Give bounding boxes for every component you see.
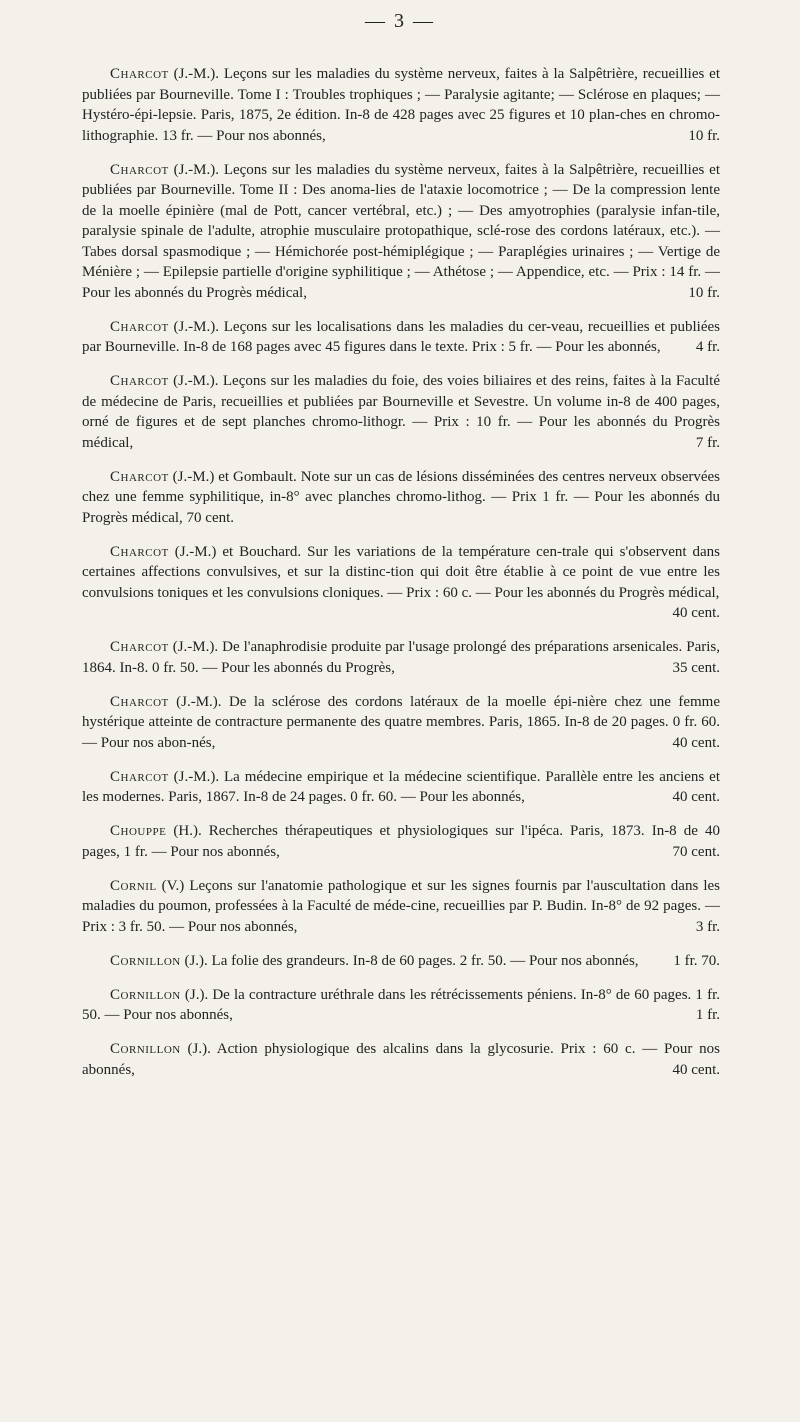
- catalogue-entry: [82, 542, 720, 624]
- entry-price: 1 fr.: [695, 1007, 720, 1023]
- catalogue-entry: [82, 876, 720, 938]
- entry-text: (J.). De la contracture uréthrale dans les rétrécissements péniens. In-8° de 60 pages. 1 fr. 50. — Pour nos abonnés,: [82, 986, 720, 1023]
- entry-author: Cornillon: [110, 1041, 181, 1057]
- entry-author: Charcot: [110, 468, 169, 485]
- entry-text: (J.-M.). La médecine empirique et la médecine scientifique. Parallèle entre les anciens et les modernes. Paris, 1867. In-8 de 24 pages. 0 fr. 60. — Pour les abonnés,: [82, 768, 720, 805]
- catalogue-entry: [82, 951, 720, 972]
- entry-author: Charcot: [110, 161, 169, 178]
- entry-price: 3 fr.: [695, 918, 720, 935]
- entry-price: 4 fr.: [695, 339, 720, 355]
- entry-text: (J.-M.) et Bouchard. Sur les variations de la température cen-trale qui s'observent dans certaines affections convulsives, et sur la distinc-tion qui doit être établie à ce point de vue entre les convulsions toniques et les convulsions cloniques. — Prix : 60 c. — Pour les abonnés du Progrès médical,: [82, 543, 720, 601]
- catalogue-entry: [82, 467, 720, 529]
- catalogue-entry: [82, 767, 720, 808]
- entry-text: (J.-M.). De la sclérose des cordons latéraux de la moelle épi-nière chez une femme hystérique atteinte de contracture permanente des quatre membres. Paris, 1865. In-8 de 20 pages. 0 fr. 60. — Pour nos abon-nés,: [82, 693, 720, 751]
- entry-price: 1 fr. 70.: [673, 952, 720, 969]
- entry-author: Cornillon: [110, 986, 181, 1003]
- entry-author: Charcot: [110, 66, 169, 82]
- catalogue-entry: [82, 160, 720, 304]
- catalogue-entry: [82, 692, 720, 754]
- catalogue-entry: [82, 985, 720, 1026]
- catalogue-entry: [82, 821, 720, 862]
- entry-text: (J.-M.). Leçons sur les maladies du foie, des voies biliaires et des reins, faites à la Faculté de médecine de Paris, recueillies et publiées par Bourneville et Sevestre. Un volume in-8 de 400 pages, orné de figures et de sept planches chromo-lithogr. — Prix : 10 fr. — Pour les abonnés du Progrès médical,: [82, 373, 720, 451]
- entry-text: (H.). Recherches thérapeutiques et physiologiques sur l'ipéca. Paris, 1873. In-8 de 40 pages, 1 fr. — Pour nos abonnés,: [82, 823, 720, 860]
- page-number: — 3 —: [365, 10, 435, 32]
- entry-price: 10 fr.: [688, 284, 720, 301]
- entry-price: 40 cent.: [672, 1061, 720, 1078]
- entry-price: 70 cent.: [672, 843, 720, 860]
- entry-text: (J.-M.) et Gombault. Note sur un cas de lésions disséminées des centres nerveux observées chez une femme syphilitique, in-8° avec planches chromo-lithog. — Prix 1 fr. — Pour les abonnés du Progrès médical, 70 cent.: [82, 468, 720, 526]
- catalogue-entry: [82, 637, 720, 678]
- entry-text: (J.). Action physiologique des alcalins dans la glycosurie. Prix : 60 c. — Pour nos abonnés,: [82, 1041, 720, 1078]
- entry-author: Chouppe: [110, 823, 167, 839]
- entry-author: Charcot: [110, 318, 169, 335]
- entry-text: (V.) Leçons sur l'anatomie pathologique et sur les signes fournis par l'auscultation dans les maladies du poumon, professées à la Faculté de méde-cine, recueillies par P. Budin. In-8° de 92 pages. — Prix : 3 fr. 50. — Pour nos abonnés,: [82, 877, 720, 935]
- catalogue-entry: [82, 371, 720, 453]
- entry-author: Charcot: [110, 693, 169, 710]
- entry-text: (J.-M.). Leçons sur les localisations dans les maladies du cer-veau, recueillies et publiées par Bourneville. In-8 de 168 pages avec 45 figures dans le texte. Prix : 5 fr. — Pour les abonnés,: [82, 318, 720, 355]
- entry-price: 7 fr.: [695, 434, 720, 451]
- entry-author: Charcot: [110, 543, 169, 560]
- entry-text: (J.). La folie des grandeurs. In-8 de 60 pages. 2 fr. 50. — Pour nos abonnés,: [180, 952, 639, 969]
- catalogue-entry: [82, 1039, 720, 1080]
- entry-price: 35 cent.: [672, 659, 720, 676]
- catalogue-entries: [82, 64, 720, 1094]
- entry-text: (J.-M.). De l'anaphrodisie produite par l'usage prolongé des préparations arsenicales. Paris, 1864. In-8. 0 fr. 50. — Pour les abonnés du Progrès,: [82, 639, 720, 676]
- catalogue-entry: [82, 317, 720, 358]
- entry-text: (J.-M.). Leçons sur les maladies du système nerveux, faites à la Salpêtrière, recueillies et publiées par Bourneville. Tome II : Des anoma-lies de l'ataxie locomotrice ; — De la compression lente de la moelle épinière (mal de Pott, cancer vertébral, etc.) ; — Des amyotrophies (paralysie infan-tile, paralysie spinale de l'adulte, atrophie musculaire protopathique, sclé-rose des cordons latéraux, etc.). — Tabes dorsal spasmodique ; — Hémichorée post-hémiplégique ; — Paraplégies urinaires ; — Vertige de Ménière ; — Epilepsie partielle d'origine syphilitique ; — Athétose ; — Appendice, etc. — Prix : 14 fr. — Pour les abonnés du Progrès médical,: [82, 161, 720, 301]
- entry-price: 40 cent.: [672, 605, 720, 621]
- catalogue-entry: [82, 64, 720, 146]
- entry-author: Charcot: [110, 373, 169, 389]
- entry-text: (J.-M.). Leçons sur les maladies du système nerveux, faites à la Salpêtrière, recueillies et publiées par Bourneville. Tome I : Troubles trophiques ; — Paralysie agitante; — Sclérose en plaques; — Hystéro-épi-lepsie. Paris, 1875, 2e édition. In-8 de 428 pages avec 25 figures et 10 plan-ches en chromo-lithographie. 13 fr. — Pour nos abonnés,: [82, 66, 720, 144]
- entry-author: Cornillon: [110, 952, 181, 969]
- entry-price: 40 cent.: [672, 734, 720, 751]
- entry-price: 10 fr.: [688, 127, 720, 144]
- entry-author: Charcot: [110, 768, 169, 785]
- entry-author: Charcot: [110, 639, 169, 655]
- entry-author: Cornil: [110, 877, 157, 894]
- entry-price: 40 cent.: [672, 789, 720, 805]
